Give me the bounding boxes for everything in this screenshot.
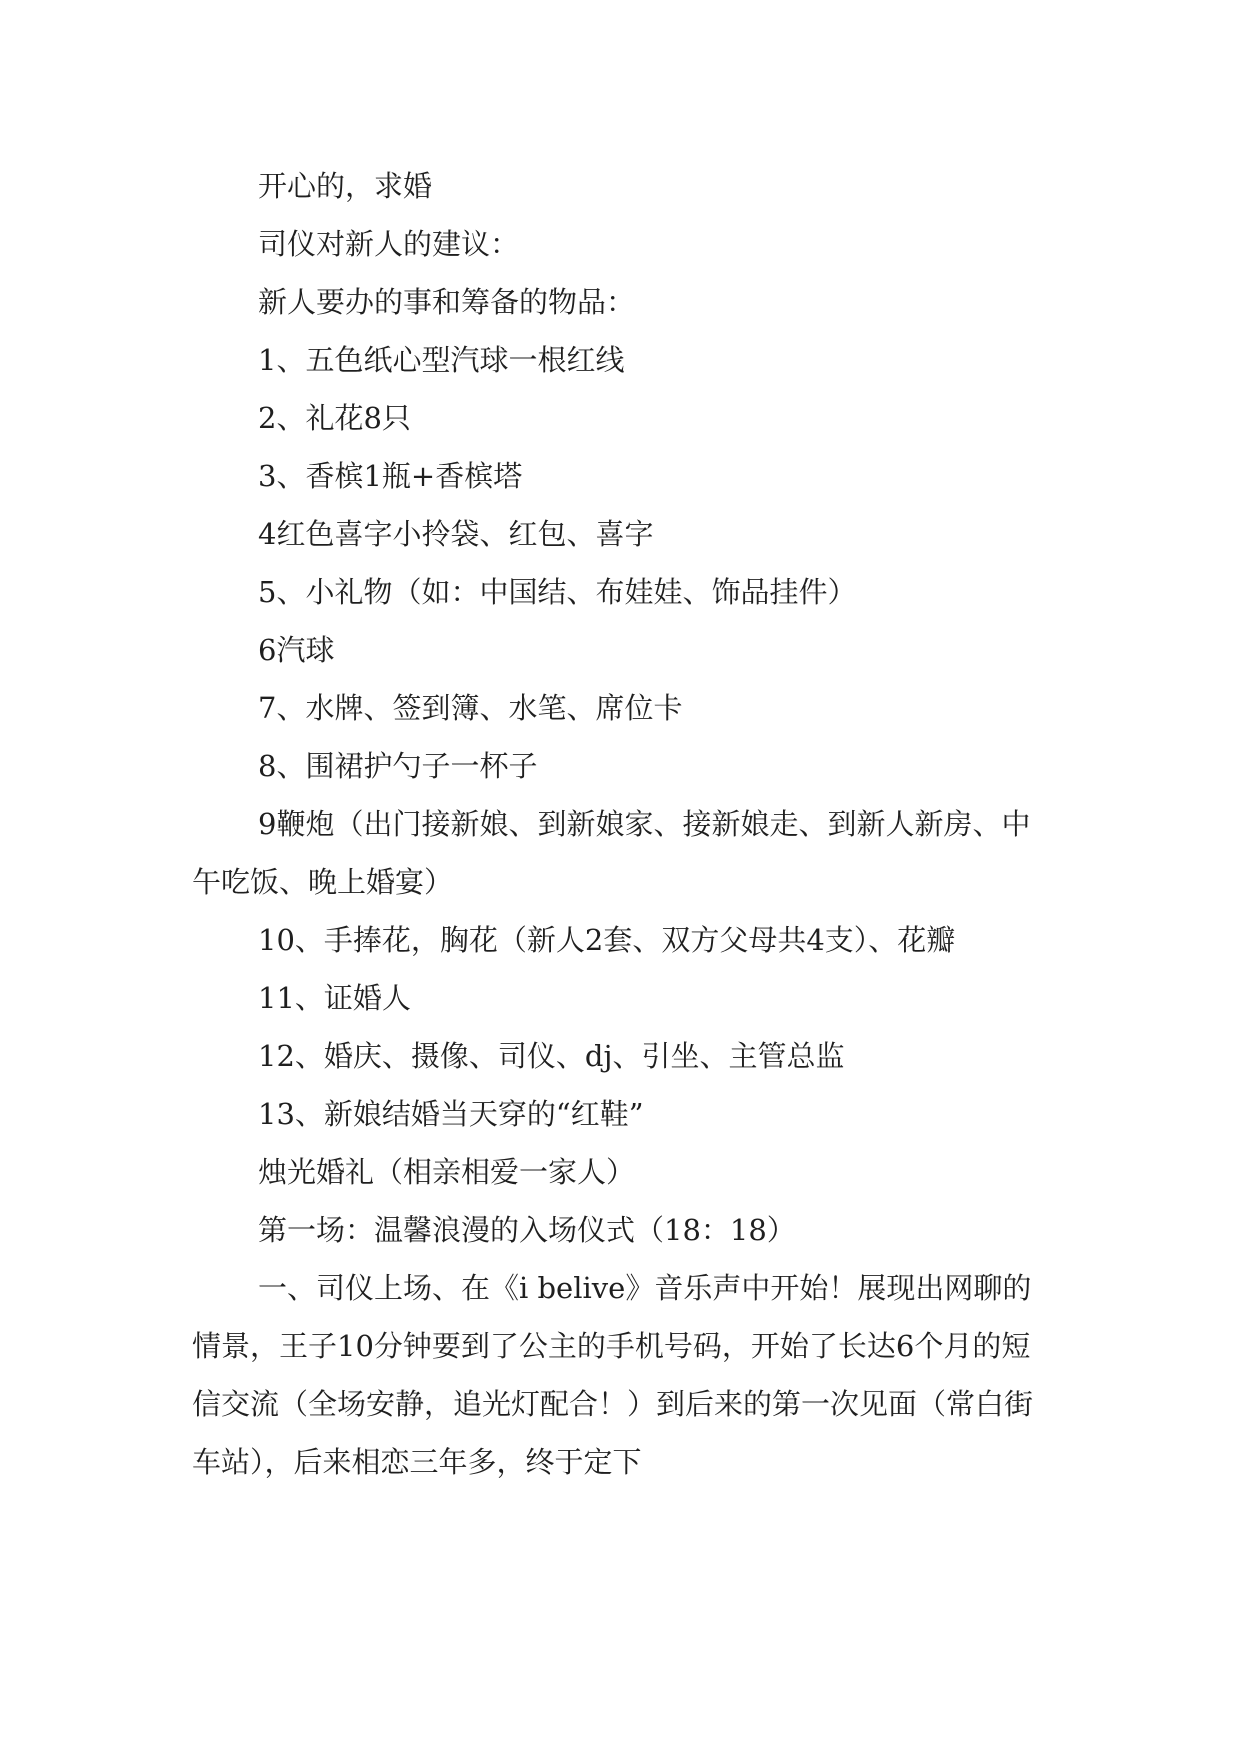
list-item-10: 10、手捧花，胸花（新人2套、双方父母共4支）、花瓣 — [258, 923, 956, 957]
list-item-6: 6汽球 — [258, 633, 335, 667]
list-item-2: 2、礼花8只 — [258, 401, 411, 435]
paragraph-2: 司仪对新人的建议： — [258, 227, 520, 261]
document-body — [192, 157, 1054, 1491]
list-item-4: 4红色喜字小拎袋、红包、喜字 — [258, 517, 654, 551]
list-item-5: 5、小礼物（如：中国结、布娃娃、饰品挂件） — [258, 575, 857, 609]
paragraph-1: 开心的，求婚 — [258, 169, 433, 203]
list-item-9: 9鞭炮（出门接新娘、到新娘家、接新娘走、到新人新房、中午吃饭、晚上婚宴） — [192, 807, 1031, 899]
section-heading: 烛光婚礼（相亲相爱一家人） — [258, 1155, 636, 1189]
list-item-7: 7、水牌、签到簿、水笔、席位卡 — [258, 691, 683, 725]
list-item-8: 8、围裙护勺子一杯子 — [258, 749, 538, 783]
list-item-3: 3、香槟1瓶+香槟塔 — [258, 459, 523, 493]
body-paragraph: 一、司仪上场、在《i belive》音乐声中开始！展现出网聊的情景，王子10分钟要到了公主的手机号码，开始了长达6个月的短信交流（全场安静，追光灯配合！）到后来的第一次见面（常白街车站），后来相恋三年多，终于定下 — [192, 1271, 1034, 1479]
paragraph-3: 新人要办的事和筹备的物品： — [258, 285, 636, 319]
scene-heading: 第一场：温馨浪漫的入场仪式（18：18） — [258, 1213, 796, 1247]
list-item-1: 1、五色纸心型汽球一根红线 — [258, 343, 625, 377]
list-item-12: 12、婚庆、摄像、司仪、dj、引坐、主管总监 — [258, 1039, 845, 1073]
list-item-11: 11、证婚人 — [258, 981, 411, 1015]
list-item-13: 13、新娘结婚当天穿的“红鞋” — [258, 1097, 644, 1131]
